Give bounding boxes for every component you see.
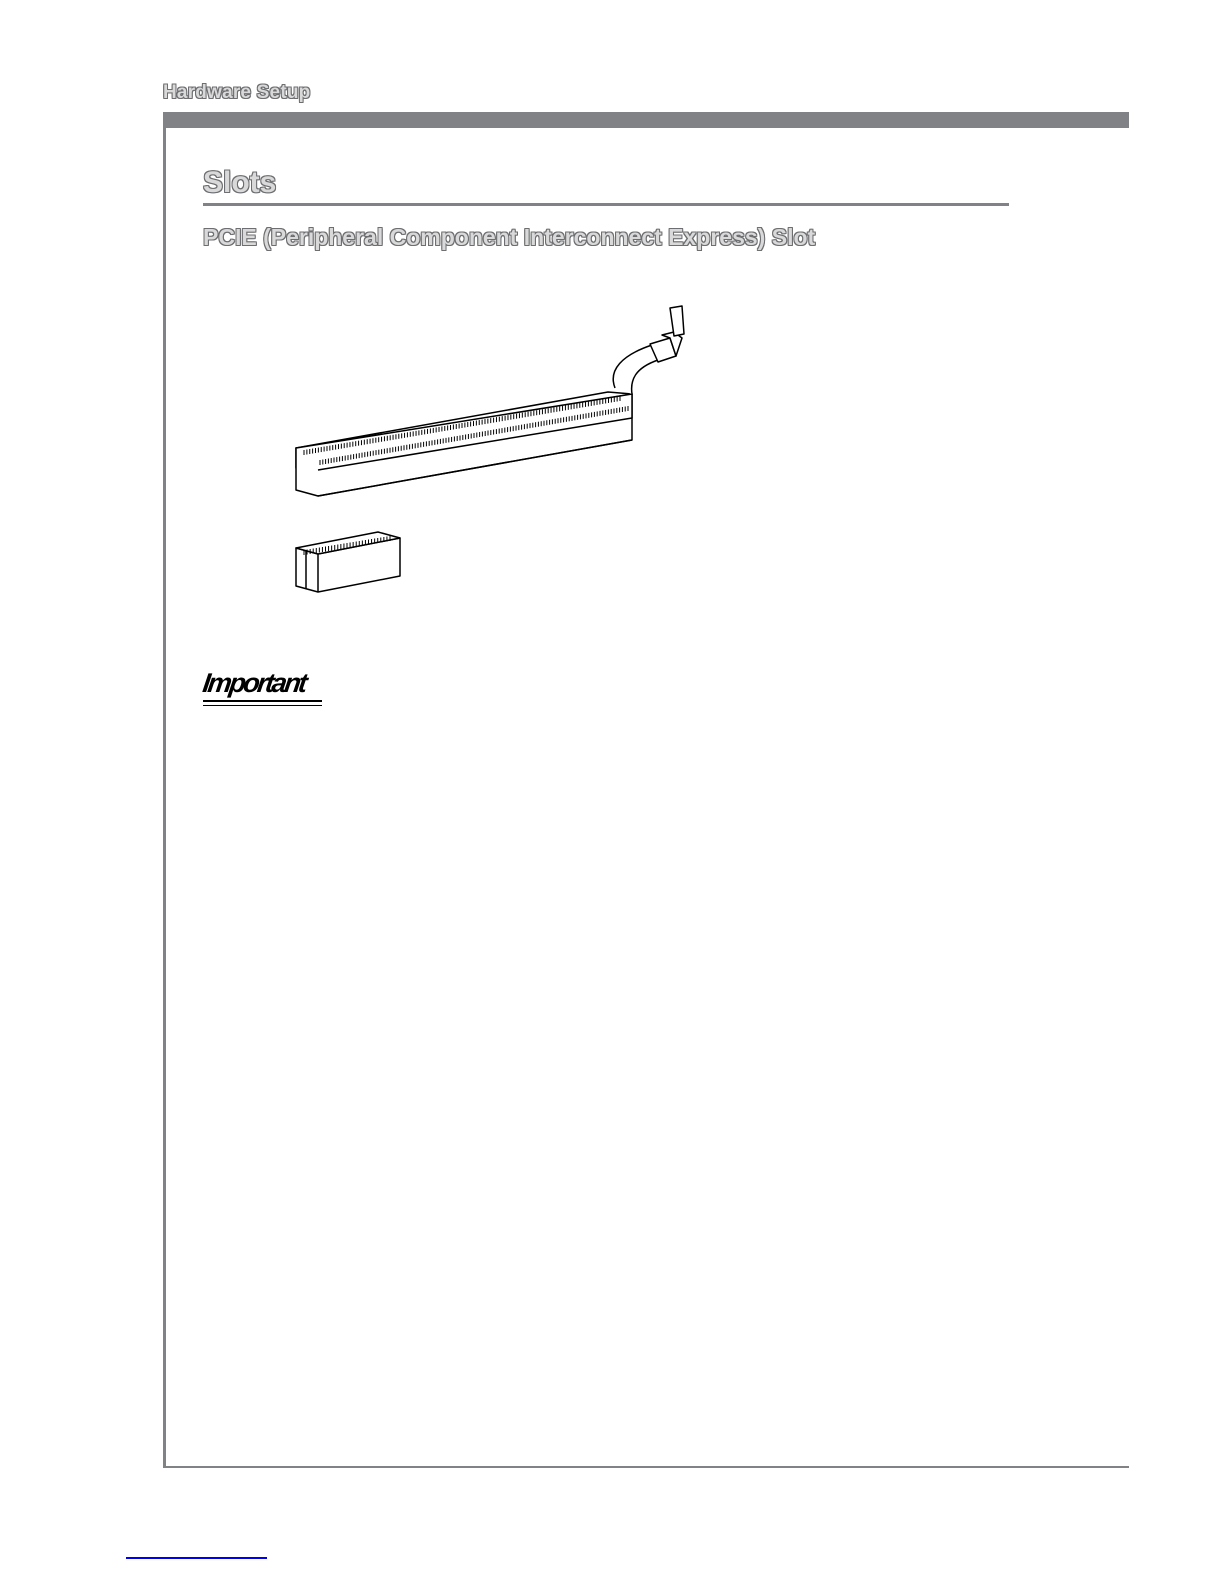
pcie-x16-slot xyxy=(296,306,684,496)
section-label: Hardware Setup xyxy=(163,82,311,103)
pcie-x1-slot xyxy=(296,532,400,592)
header-bar xyxy=(163,112,1129,128)
important-underline-thin xyxy=(203,705,322,706)
title-underline xyxy=(203,203,1009,206)
important-heading: Important xyxy=(200,668,308,698)
section-subtitle: PCIE (Peripheral Component Interconnect Express) Slot xyxy=(203,224,816,250)
page-title: Slots xyxy=(203,166,277,199)
bottom-rule xyxy=(163,1466,1129,1468)
left-margin-rule xyxy=(163,112,166,1468)
pcie-slots-illustration xyxy=(290,300,700,600)
footer-link-underline[interactable] xyxy=(126,1557,267,1559)
important-underline xyxy=(203,700,322,702)
